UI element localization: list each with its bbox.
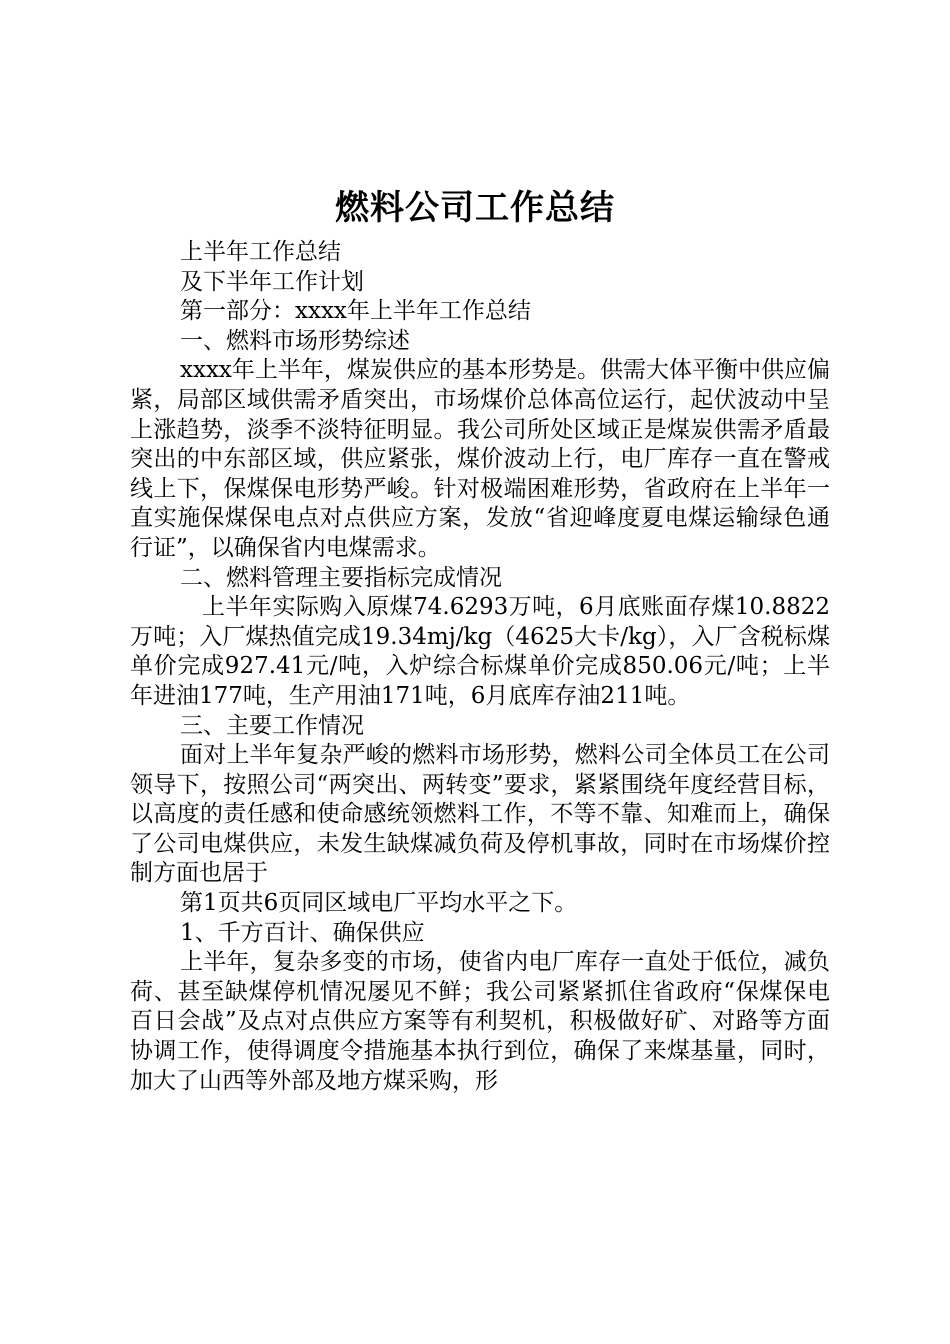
section-heading-key-indicators: 二、燃料管理主要指标完成情况: [180, 564, 502, 591]
paragraph-key-indicators: 上半年实际购入原煤74.6293万吨，6月底账面存煤10.8822万吨；入厂煤热值完成19.34mj/kg（4625大卡/kg），入厂含税标煤单价完成927.41元/吨，入炉综合标煤单价完成850.06元/吨；上半年进油177吨，生产用油171吨，6月底库存油211吨。: [130, 594, 830, 709]
subheading-ensure-supply: 1、千方百计、确保供应: [180, 919, 425, 946]
paragraph-market-overview: xxxx年上半年，煤炭供应的基本形势是。供需大体平衡中供应偏紧，局部区域供需矛盾突出，市场煤价总体高位运行，起伏波动中呈上涨趋势，淡季不淡特征明显。我公司所处区域正是煤炭供需矛盾最突出的中东部区域，供应紧张，煤价波动上行，电厂库存一直在警戒线上下，保煤保电形势严峻。针对极端困难形势，省政府在上半年一直实施保煤保电点对点供应方案，发放“省迎峰度夏电煤运输绿色通行证”，以确保省内电煤需求。: [130, 357, 830, 561]
section-heading-main-work: 三、主要工作情况: [180, 712, 364, 739]
document-body: [130, 238, 830, 1096]
document-title: 燃料公司工作总结: [335, 188, 615, 228]
heading-first-half-summary: 上半年工作总结: [180, 239, 341, 265]
part-one-heading: 第一部分：xxxx年上半年工作总结: [180, 298, 531, 325]
paragraph-page-footer-continuation: 第1页共6页同区域电厂平均水平之下。: [180, 890, 578, 917]
section-heading-market-overview: 一、燃料市场形势综述: [180, 327, 410, 354]
paragraph-main-work: 面对上半年复杂严峻的燃料市场形势，燃料公司全体员工在公司领导下，按照公司“两突出、两转变”要求，紧紧围绕年度经营目标，以高度的责任感和使命感统领燃料工作，不等不靠、知难而上，确保了公司电煤供应，未发生缺煤减负荷及停机事故，同时在市场煤价控制方面也居于: [130, 742, 830, 887]
paragraph-ensure-supply: 上半年，复杂多变的市场，使省内电厂库存一直处于低位，减负荷、甚至缺煤停机情况屡见不鲜；我公司紧紧抓住省政府“保煤保电百日会战”及点对点供应方案等有利契机，积极做好矿、对路等方面协调工作，使得调度令措施基本执行到位，确保了来煤基量，同时，加大了山西等外部及地方煤采购，形: [130, 949, 830, 1094]
heading-second-half-plan: 及下半年工作计划: [180, 268, 364, 295]
